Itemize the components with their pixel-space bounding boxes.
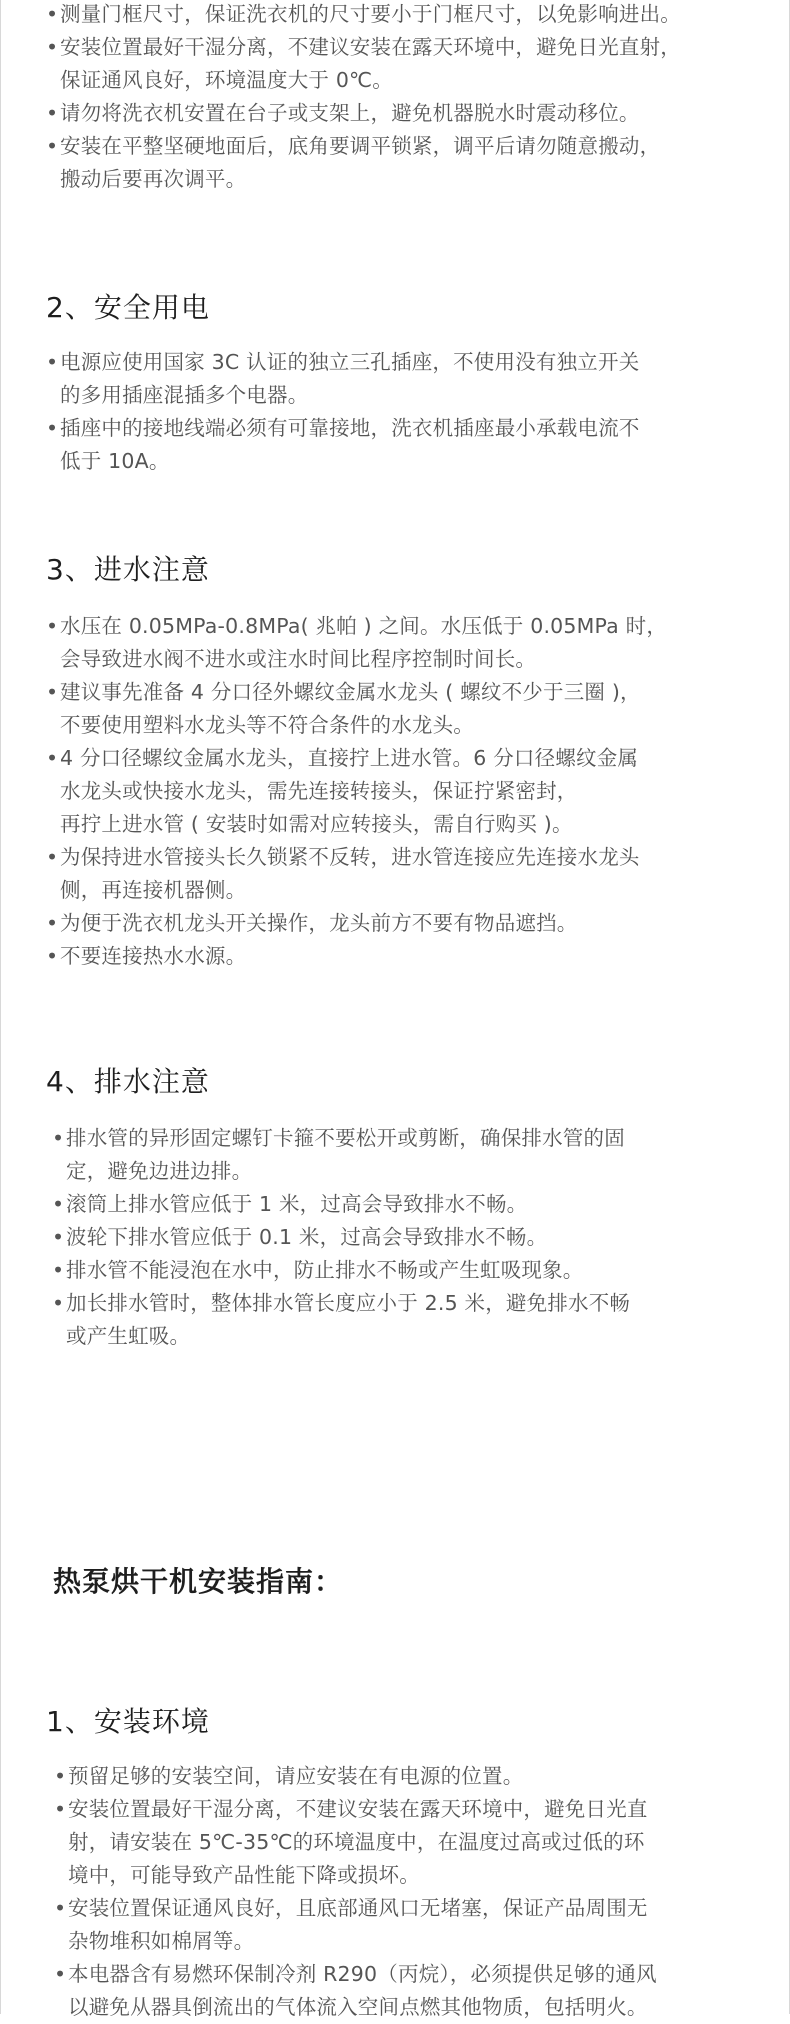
bullet-item (46, 130, 681, 196)
bullet-dot: • (54, 1962, 67, 1986)
bullet-item (52, 1254, 630, 1287)
bullet-dot: • (46, 134, 59, 158)
bullet-item (46, 97, 681, 130)
bullet-dot: • (46, 746, 59, 770)
bullet-text: 请勿将洗衣机安置在台子或支架上，避免机器脱水时震动移位。 (60, 101, 640, 125)
bullet-text: 安装在平整坚硬地面后，底角要调平锁紧，调平后请勿随意搬动， (60, 134, 661, 158)
bullet-text: 测量门框尺寸，保证洗衣机的尺寸要小于门框尺寸，以免影响进出。 (60, 2, 681, 26)
section-bullet-list (46, 346, 640, 478)
bullet-dot: • (52, 1291, 65, 1315)
bullet-text: 低于 10A。 (60, 449, 170, 473)
bullet-text: 为保持进水管接头长久锁紧不反转，进水管连接应先连接水龙头 (60, 845, 640, 869)
bullet-item (54, 1760, 657, 1793)
bullet-text: 定，避免边进边排。 (66, 1159, 253, 1183)
guide-title: 热泵烘干机安装指南： (53, 1565, 344, 1598)
bullet-dot: • (46, 101, 59, 125)
section-bullet-list (46, 610, 668, 973)
bullet-text: 搬动后要再次调平。 (60, 167, 247, 191)
bullet-item (52, 1122, 630, 1188)
bullet-text: 境中，可能导致产品性能下降或损坏。 (68, 1863, 420, 1887)
bullet-text: 侧，再连接机器侧。 (60, 878, 247, 902)
bullet-text: 水龙头或快接水龙头，需先连接转接头，保证拧紧密封， (60, 779, 578, 803)
bullet-text: 预留足够的安装空间，请应安装在有电源的位置。 (68, 1764, 524, 1788)
bullet-text: 滚筒上排水管应低于 1 米，过高会导致排水不畅。 (66, 1192, 528, 1216)
bullet-text: 本电器含有易燃环保制冷剂 R290（丙烷），必须提供足够的通风 (68, 1962, 657, 1986)
bullet-text: 波轮下排水管应低于 0.1 米，过高会导致排水不畅。 (66, 1225, 548, 1249)
bullet-dot: • (54, 1764, 67, 1788)
bullet-item (46, 31, 681, 97)
bullet-item (46, 0, 681, 31)
bullet-dot: • (46, 911, 59, 935)
bullet-item (54, 1958, 657, 2024)
bullet-item (52, 1188, 630, 1221)
bullet-text: 安装位置最好干湿分离，不建议安装在露天环境中，避免日光直射， (60, 35, 681, 59)
bullet-text: 安装位置保证通风良好，且底部通风口无堵塞，保证产品周围无 (68, 1896, 648, 1920)
bullet-item (46, 610, 668, 676)
bullet-text: 安装位置最好干湿分离，不建议安装在露天环境中，避免日光直 (68, 1797, 648, 1821)
bullet-item (46, 841, 667, 907)
bullet-dot: • (46, 680, 59, 704)
bullet-dot: • (54, 1896, 67, 1920)
page-border-left (0, 0, 1, 2014)
bullet-text: 加长排水管时，整体排水管长度应小于 2.5 米，避免排水不畅 (66, 1291, 631, 1315)
bullet-text: 水压在 0.05MPa-0.8MPa( 兆帕 ) 之间。水压低于 0.05MPa 时， (60, 614, 668, 638)
bullet-item (46, 940, 667, 973)
bullet-item (54, 1793, 657, 1892)
bullet-text: 4 分口径螺纹金属水龙头，直接拧上进水管。6 分口径螺纹金属 (60, 746, 639, 770)
bullet-text: 再拧上进水管 ( 安装时如需对应转接头，需自行购买 )。 (60, 812, 573, 836)
bullet-dot: • (46, 2, 59, 26)
bullet-item (46, 676, 667, 742)
bullet-item (46, 412, 640, 478)
bullet-text: 排水管不能浸泡在水中，防止排水不畅或产生虹吸现象。 (66, 1258, 584, 1282)
bullet-text: 会导致进水阀不进水或注水时间比程序控制时间长。 (60, 647, 537, 671)
bullet-dot: • (52, 1192, 65, 1216)
bullet-item (54, 1892, 657, 1958)
bullet-dot: • (52, 1225, 65, 1249)
bullet-item (46, 742, 667, 841)
section-title: 4、排水注意 (46, 1065, 210, 1098)
bullet-text: 不要连接热水水源。 (60, 944, 247, 968)
section-title: 3、进水注意 (46, 553, 210, 586)
bullet-dot: • (46, 845, 59, 869)
bullet-dot: • (46, 416, 59, 440)
bullet-text: 排水管的异形固定螺钉卡箍不要松开或剪断，确保排水管的固 (66, 1126, 625, 1150)
bullet-text: 电源应使用国家 3C 认证的独立三孔插座，不使用没有独立开关 (60, 350, 640, 374)
bullet-text: 的多用插座混插多个电器。 (60, 383, 309, 407)
intro-bullet-list (46, 0, 681, 196)
bullet-text: 插座中的接地线端必须有可靠接地，洗衣机插座最小承载电流不 (60, 416, 640, 440)
section-title: 1、安装环境 (46, 1705, 210, 1738)
bullet-text: 射，请安装在 5℃-35℃的环境温度中，在温度过高或过低的环 (68, 1830, 645, 1854)
bullet-dot: • (52, 1126, 65, 1150)
bullet-text: 以避免从器具倒流出的气体流入空间点燃其他物质，包括明火。 (68, 1995, 648, 2019)
bullet-dot: • (54, 1797, 67, 1821)
bullet-text: 或产生虹吸。 (66, 1324, 191, 1348)
bullet-item (46, 346, 640, 412)
bullet-dot: • (52, 1258, 65, 1282)
bullet-dot: • (46, 614, 59, 638)
bullet-item (52, 1221, 630, 1254)
bullet-dot: • (46, 35, 59, 59)
bullet-item (46, 907, 667, 940)
bullet-text: 为便于洗衣机龙头开关操作，龙头前方不要有物品遮挡。 (60, 911, 578, 935)
bullet-dot: • (46, 944, 59, 968)
bullet-text: 保证通风良好，环境温度大于 0℃。 (60, 68, 393, 92)
section-bullet-list (52, 1122, 631, 1353)
bullet-item (52, 1287, 631, 1353)
bullet-text: 建议事先准备 4 分口径外螺纹金属水龙头 ( 螺纹不少于三圈 )， (60, 680, 641, 704)
section-bullet-list (54, 1760, 657, 2024)
section-title: 2、安全用电 (46, 291, 210, 324)
bullet-text: 不要使用塑料水龙头等不符合条件的水龙头。 (60, 713, 474, 737)
bullet-dot: • (46, 350, 59, 374)
bullet-text: 杂物堆积如棉屑等。 (68, 1929, 255, 1953)
